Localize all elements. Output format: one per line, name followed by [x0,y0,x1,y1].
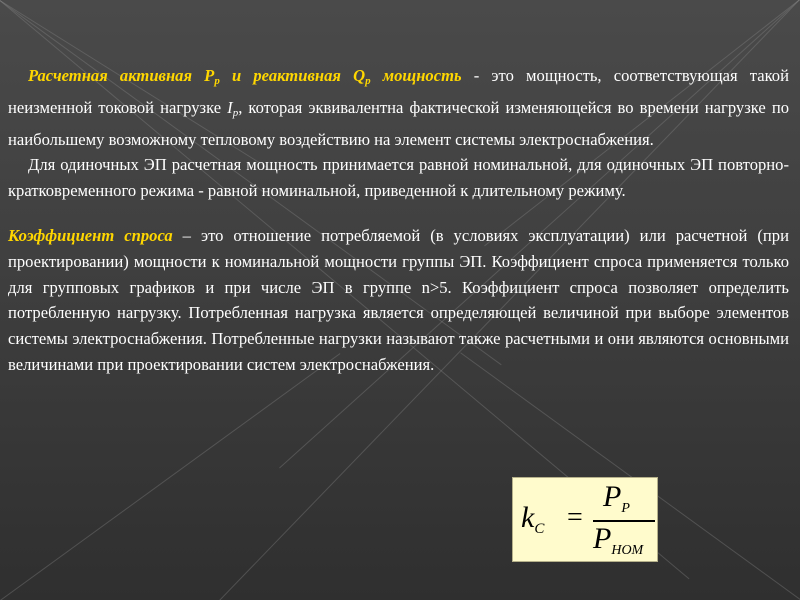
formula-lhs: $k_С$ [521,501,545,537]
demand-factor-formula [512,477,658,562]
paragraph-text: – это отношение потребляемой (в условиях эксплуатации) или расчетной (при проектировании) мощности к номинальной мощности группы ЭП. Коэффициент спроса применяется только для групповых графиков и при числе ЭП в группе n>5. Коэффициент спроса позволяет определить потребленную нагрузку. Потребленная нагрузка является определяющей величиной при выборе элементов системы электроснабжения. Потребленные нагрузки называют также расчетными и они являются основными величинами при проектировании систем электроснабжения. [8,225,789,374]
paragraph-text: Для одиночных ЭП расчетная мощность принимается равной номинальной, для одиночных ЭП повторно-кратковременного режима - равной номинальной, приведенной к длительному режиму. [8,155,789,201]
paragraph-single-consumers [8,152,789,204]
formula-numerator: $P_Р$ [603,480,630,516]
slide-body [8,63,789,378]
current-variable: $I_р$ [227,97,239,119]
definition-text-end: , которая эквивалентна фактической изменяющейся во времени нагрузке по наибольшему возможному тепловому воздействию на элемент системы электроснабжения. [8,97,790,149]
term-demand-factor: Коэффициент спроса [8,225,173,245]
paragraph-demand-factor [8,223,789,378]
term-reactive-power: и реактивная $Q_р$ [219,66,371,87]
definition-text: - это мощность, соответствующая такой неизменной токовой нагрузке [8,66,789,117]
formula-equals: = [567,502,583,533]
formula-denominator: $P_{НОМ}$ [593,522,644,558]
term-active-power: Расчетная активная $Р_р$ [28,66,220,87]
term-power: мощность [370,66,462,85]
paragraph-definition-design-power [8,63,789,152]
decorative-line [0,353,340,600]
